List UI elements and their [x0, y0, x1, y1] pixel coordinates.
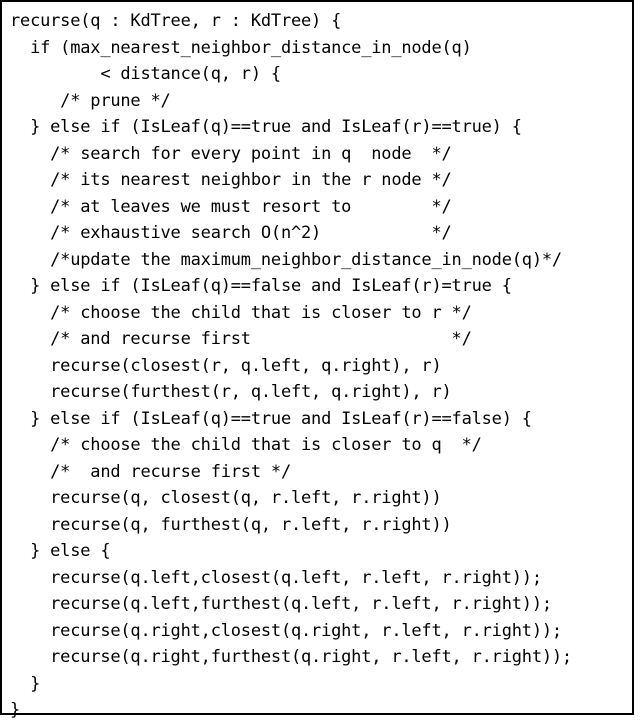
code-line-17: /* choose the child that is closer to q */ — [10, 435, 482, 455]
code-line-4: /* prune */ — [10, 90, 171, 111]
code-line-23: recurse(q.left,furthest(q.left, r.left, r.right)); — [10, 594, 552, 614]
code-line-8: /* at leaves we must resort to */ — [10, 196, 452, 217]
code-line-20: recurse(q, furthest(q, r.left, r.right)) — [10, 514, 452, 535]
code-line-3: < distance(q, r) { — [10, 64, 281, 84]
code-line-6: /* search for every point in q node */ — [10, 143, 452, 164]
code-line-13: /* and recurse first */ — [10, 329, 472, 349]
code-line-10: /*update the maximum_neighbor_distance_in_node(q)*/ — [10, 249, 562, 270]
code-line-25: recurse(q.right,furthest(q.right, r.left, r.right)); — [10, 647, 572, 667]
code-line-22: recurse(q.left,closest(q.left, r.left, r.right)); — [10, 567, 542, 588]
code-listing — [10, 8, 634, 724]
code-line-26: } — [10, 673, 41, 694]
code-line-2: if (max_nearest_neighbor_distance_in_node(q) — [10, 37, 472, 58]
code-line-9: /* exhaustive search O(n^2) */ — [10, 223, 452, 243]
code-line-27: } — [10, 700, 21, 720]
code-line-19: recurse(q, closest(q, r.left, r.right)) — [10, 488, 442, 508]
code-line-14: recurse(closest(r, q.left, q.right), r) — [10, 355, 442, 376]
code-line-11: } else if (IsLeaf(q)==false and IsLeaf(r)=true { — [10, 276, 512, 296]
code-line-12: /* choose the child that is closer to r */ — [10, 302, 472, 323]
code-line-15: recurse(furthest(r, q.left, q.right), r) — [10, 382, 452, 402]
code-line-7: /* its nearest neighbor in the r node */ — [10, 170, 452, 190]
code-line-21: } else { — [10, 541, 111, 561]
code-line-18: /* and recurse first */ — [10, 461, 291, 482]
code-line-1: recurse(q : KdTree, r : KdTree) { — [10, 11, 342, 31]
code-line-5: } else if (IsLeaf(q)==true and IsLeaf(r)==true) { — [10, 117, 522, 137]
code-line-24: recurse(q.right,closest(q.right, r.left, r.right)); — [10, 620, 562, 641]
code-line-16: } else if (IsLeaf(q)==true and IsLeaf(r)==false) { — [10, 408, 532, 429]
